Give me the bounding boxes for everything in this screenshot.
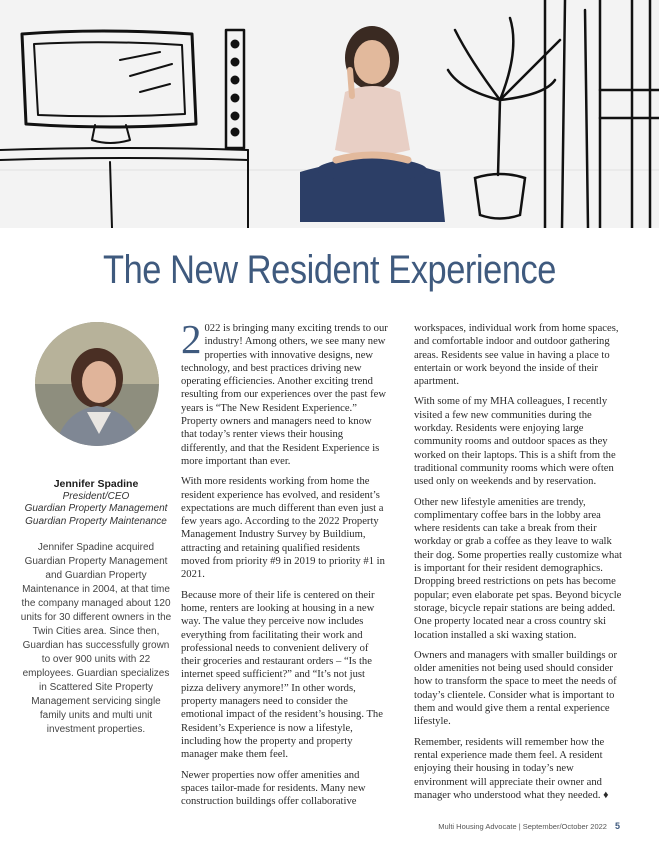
author-company: Guardian Property Management: [24, 503, 168, 514]
article-column-1: [181, 316, 389, 815]
hero-image: [0, 0, 659, 228]
article-paragraph: 2 022 is bringing many exciting trends to our industry! Among others, we see many new properties with innovative designs, new technology, and best practices driving new operating efficiencies. Another exciting trend resulting from our experiences over the past few years is “The New Resident Experience.” Property owners and managers need to know that today’s renter views their housing differently, and that the Resident Experience is more important than ever.: [181, 316, 388, 467]
author-photo: [35, 322, 159, 446]
article-paragraph: Other new lifestyle amenities are trendy, complimentary coffee bars in the lobby area where residents can take a break from their workday or grab a coffee as they leave to walk their dog. Some properties really customize what is important for their resident demographics. Dropping breed restrictions on pets has become popular; even elaborate pet spas. Beyond bicycle storage, bicycle repair stations are being added. One property located near a cross country ski location installed a ski waxing station.: [414, 496, 622, 641]
author-company: Guardian Property Maintenance: [25, 515, 167, 527]
publication-info: Multi Housing Advocate | September/October 2022: [438, 822, 607, 831]
article-title: The New Resident Experience: [102, 248, 557, 292]
article-paragraph: With some of my MHA colleagues, I recently visited a few new communities during the workday. Residents were enjoying large community rooms and outdoor spaces as they worked on their laptops. This is a shift from the traditional community rooms which were often used only on weekends and by reservation.: [414, 396, 616, 488]
article-paragraph: Newer properties now offer amenities and spaces tailor-made for residents. Many new construction buildings offer collaborative: [181, 769, 366, 808]
page-number: 5: [614, 821, 620, 831]
article-paragraph: Remember, residents will remember how the rental experience made them feel. A resident enjoying their housing in today’s new environment will appreciate their owner and manager who understood what they needed. ♦: [414, 736, 609, 801]
drop-cap: 2: [181, 316, 202, 362]
article-paragraph: Owners and managers with smaller buildings or older amenities not being used should consider how to transform the space to meet the needs of today’s clientele. Consider what is important to them and would give them a rental experience lifestyle.: [414, 649, 618, 728]
author-name: Jennifer Spadine: [53, 478, 139, 490]
author-bio: Jennifer Spadine acquired Guardian Property Management and Guardian Property Maintenance in 2004, at that time the company managed about 120 units for 30 different owners in the Twin Cities area. Since then, Guardian has successfully grown to over 900 units with 22 employees. Guardian specializes in Scattered Site Property Management servicing single family units and multi unit investment properties.: [20, 542, 172, 735]
author-block: [20, 478, 172, 528]
article-paragraph: Because more of their life is centered on their home, renters are looking at housing in a new way. The value they perceive now includes everything from facilitating their work and professional needs to convenient delivery of their groceries and restaurant orders – “Is the internet speed sufficient?” and “It’s not just pizza delivery anymore!” In other words, property managers need to consider the emotional impact of the resident’s housing. The Resident’s Experience is now a lifestyle, including how the property and property manager make them feel.: [181, 589, 383, 761]
author-role: President/CEO: [62, 490, 130, 502]
article-paragraph: workspaces, individual work from home spaces, and comfortable indoor and outdoor gathering areas. Residents see value in having a place to entertain or work beyond the inside of their apartment.: [414, 323, 619, 388]
page-footer: [0, 821, 620, 831]
article-paragraph: With more residents working from home the resident experience has evolved, and resident’s expectations are much different than even just a few years ago. According to the 2022 Property Management Industry Survey by Buildium, attracting and retaining qualified residents moved from priority #9 in 2019 to priority #1 in 2021.: [181, 476, 385, 581]
article-column-2: [414, 322, 622, 809]
